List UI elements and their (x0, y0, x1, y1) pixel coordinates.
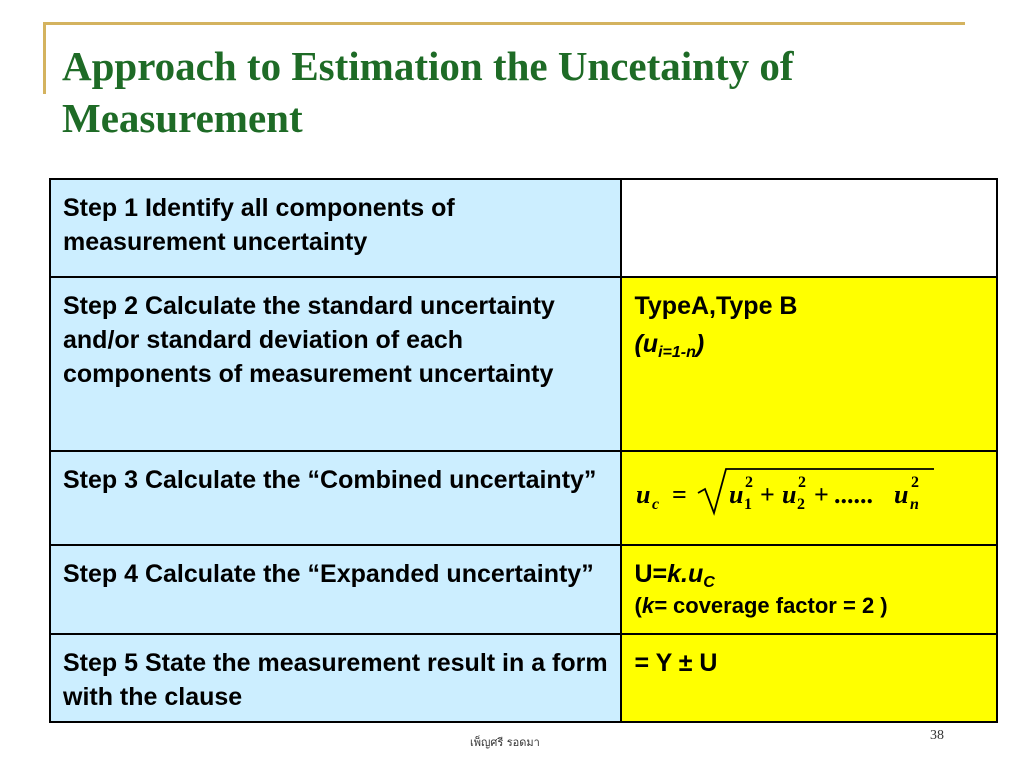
step-2-value-line2 (634, 327, 986, 361)
step-5-cell: Step 5 State the measurement result in a form with the clause (50, 634, 621, 722)
formula-k-u: k.u (667, 560, 704, 588)
decorative-left-line (43, 22, 46, 94)
step-1-value-cell (621, 179, 997, 277)
svg-text:2: 2 (797, 496, 806, 513)
formula-subscript-c: C (703, 574, 715, 591)
step-2-subscript: i=1-n (658, 344, 696, 361)
step-3-cell: Step 3 Calculate the “Combined uncertainty” (50, 451, 621, 545)
svg-text:c: c (652, 496, 660, 513)
steps-table (49, 178, 998, 723)
svg-text:u: u (894, 480, 909, 509)
expanded-uncertainty-formula (634, 557, 986, 591)
coverage-factor-note (634, 591, 986, 621)
svg-text:n: n (910, 496, 920, 513)
svg-text:1: 1 (744, 496, 753, 513)
svg-text:+: + (760, 480, 776, 509)
step-5-value-cell: = Y ± U (621, 634, 997, 722)
svg-text:2: 2 (745, 474, 754, 491)
step-4-value-cell (621, 545, 997, 634)
table-row (50, 545, 997, 634)
table-row (50, 179, 997, 277)
combined-uncertainty-formula (634, 463, 944, 519)
step-2-paren-close: ) (695, 330, 705, 358)
svg-text:......: ...... (834, 480, 874, 509)
svg-text:u: u (782, 480, 797, 509)
table-row (50, 277, 997, 451)
svg-text:2: 2 (911, 474, 920, 491)
step-4-cell: Step 4 Calculate the “Expanded uncertainty” (50, 545, 621, 634)
svg-text:u: u (729, 480, 744, 509)
slide-title: Approach to Estimation the Uncetainty of Measurement (62, 43, 794, 141)
note-k-equals: k= (641, 593, 667, 618)
decorative-top-line (43, 22, 965, 25)
page-number: 38 (930, 728, 944, 743)
footer-author: เพ็ญศรี รอดมา (470, 736, 540, 749)
step-3-value-cell (621, 451, 997, 545)
svg-text:2: 2 (798, 474, 807, 491)
note-paren-open: ( (634, 593, 642, 618)
step-2-cell: Step 2 Calculate the standard uncertainty and/or standard deviation of each components of measurement uncertainty (50, 277, 621, 451)
svg-text:+: + (814, 480, 830, 509)
table-row (50, 451, 997, 545)
svg-text:u: u (636, 480, 651, 509)
table-row (50, 634, 997, 722)
step-2-paren-open: (u (634, 330, 659, 358)
step-1-cell: Step 1 Identify all components of measurement uncertainty (50, 179, 621, 277)
formula-u-equals: U= (634, 560, 668, 588)
step-2-value-line1: TypeA,Type B (634, 292, 798, 320)
svg-text:=: = (672, 480, 688, 509)
note-coverage-text: coverage factor = 2 ) (666, 593, 888, 618)
step-2-value-cell (621, 277, 997, 451)
